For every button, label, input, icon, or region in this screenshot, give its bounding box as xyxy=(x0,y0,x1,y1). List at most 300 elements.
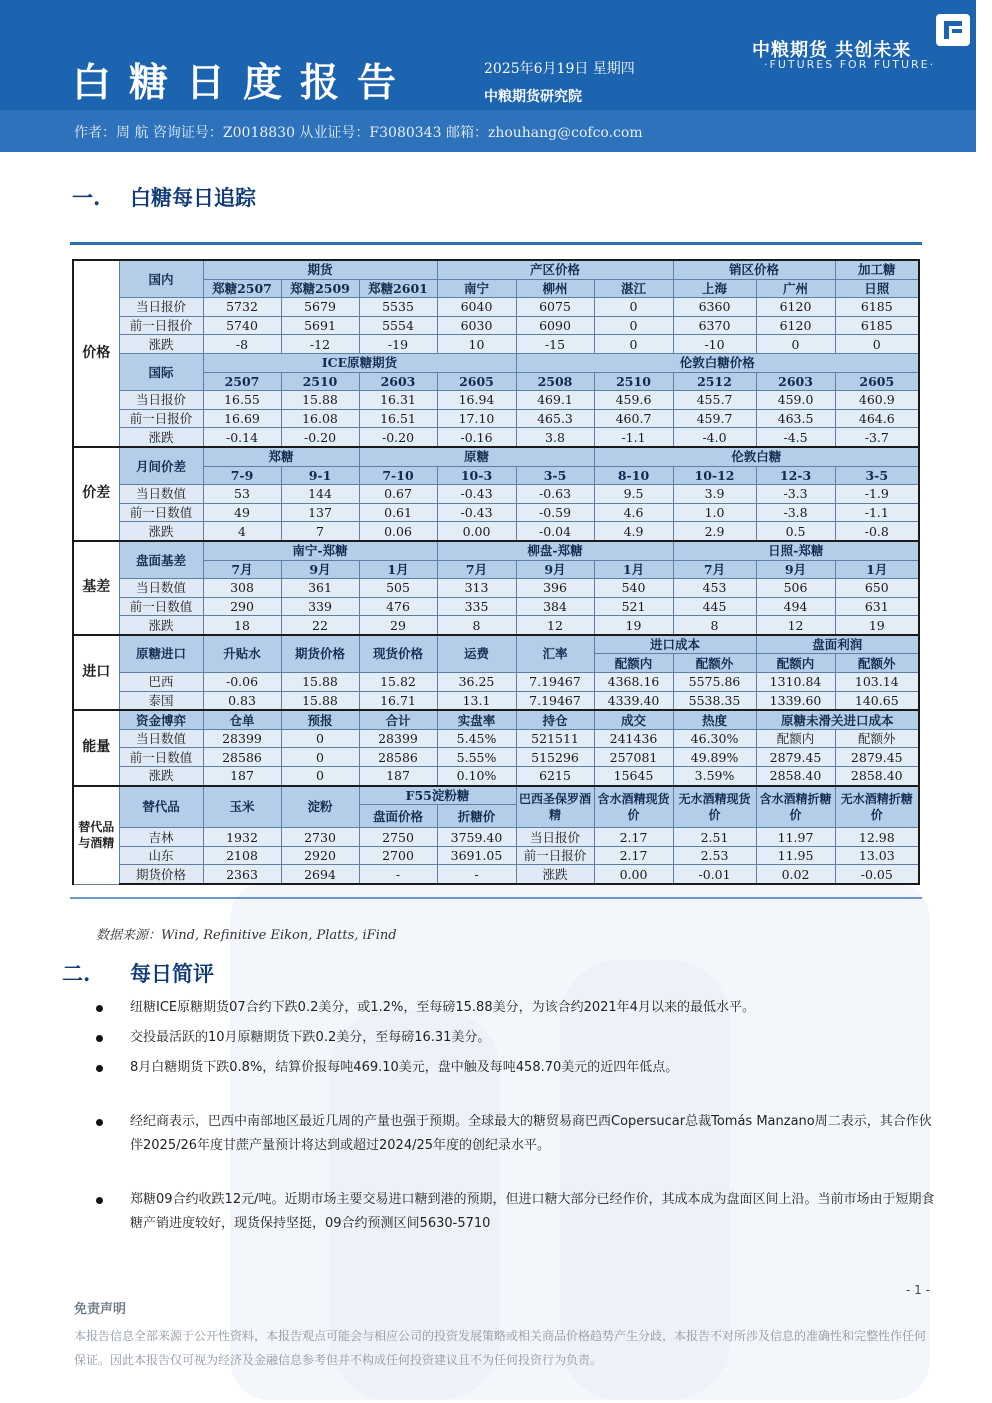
table-cell: 0.06 xyxy=(359,522,437,541)
table-cell: 140.65 xyxy=(835,691,919,710)
row-label: 泰国 xyxy=(119,691,203,710)
table-cell: 28399 xyxy=(203,729,281,748)
row-label: 涨跌 xyxy=(119,767,203,786)
table-cell: 476 xyxy=(359,597,437,616)
table-cell: 16.71 xyxy=(359,691,437,710)
table-cell: 11.95 xyxy=(756,846,835,865)
table-cell: 465.3 xyxy=(516,409,594,428)
row-label: 山东 xyxy=(119,846,203,865)
column-header: 2512 xyxy=(673,372,756,391)
table-cell: -1.9 xyxy=(835,485,919,504)
column-header: 1月 xyxy=(359,560,437,579)
column-header: 含水酒精折糖价 xyxy=(756,786,835,828)
table-cell: 0 xyxy=(835,335,919,354)
institute-name: 中粮期货研究院 xyxy=(484,89,582,105)
table-cell: 361 xyxy=(281,579,359,598)
column-group-header: 伦敦白糖价格 xyxy=(516,353,919,372)
table-cell: - xyxy=(359,865,437,884)
section-divider xyxy=(70,242,922,245)
row-group-label: 盘面基差 xyxy=(119,541,203,579)
list-item xyxy=(96,996,936,1020)
column-header: 2510 xyxy=(594,372,673,391)
table-cell: 2700 xyxy=(359,846,437,865)
table-cell: 1932 xyxy=(203,828,281,847)
row-label: 涨跌 xyxy=(119,616,203,635)
table-cell: 459.6 xyxy=(594,391,673,410)
data-source-note: 数据来源：Wind, Refinitive Eikon, Platts, iFind xyxy=(96,928,397,943)
column-header: 郑糖2601 xyxy=(359,279,437,298)
table-cell: 36.25 xyxy=(437,673,516,692)
row-group-label: 国际 xyxy=(119,353,203,390)
table-cell: 0.83 xyxy=(203,691,281,710)
row-label: 期货价格 xyxy=(119,865,203,884)
table-cell: 290 xyxy=(203,597,281,616)
table-cell: 339 xyxy=(281,597,359,616)
table-cell: 0 xyxy=(594,316,673,335)
column-header: 9月 xyxy=(281,560,359,579)
table-cell: 313 xyxy=(437,579,516,598)
table-cell: -10 xyxy=(673,335,756,354)
table-cell: -1.1 xyxy=(594,428,673,447)
table-cell: 2.17 xyxy=(594,828,673,847)
category-label: 能量 xyxy=(73,710,119,785)
table-cell: -0.59 xyxy=(516,503,594,522)
table-cell: 2920 xyxy=(281,846,359,865)
table-cell: 5538.35 xyxy=(673,691,756,710)
table-cell: -0.05 xyxy=(835,865,919,884)
table-cell: 241436 xyxy=(594,729,673,748)
table-cell: -0.63 xyxy=(516,485,594,504)
table-cell: 5740 xyxy=(203,316,281,335)
table-cell: 5679 xyxy=(281,298,359,317)
column-header: 汇率 xyxy=(516,635,594,673)
table-cell: 5732 xyxy=(203,298,281,317)
table-cell: 6360 xyxy=(673,298,756,317)
column-header: 巴西圣保罗酒精 xyxy=(516,786,594,828)
table-cell: -8 xyxy=(203,335,281,354)
table-cell: 6090 xyxy=(516,316,594,335)
row-label: 前一日数值 xyxy=(119,597,203,616)
table-cell: 18 xyxy=(203,616,281,635)
table-cell: 0 xyxy=(281,748,359,767)
table-cell: 187 xyxy=(203,767,281,786)
column-header: 9月 xyxy=(756,560,835,579)
table-cell: 28586 xyxy=(203,748,281,767)
table-cell: -0.14 xyxy=(203,428,281,447)
section-title: 每日简评 xyxy=(130,961,214,986)
table-cell: 0.67 xyxy=(359,485,437,504)
column-group-header: 伦敦白糖 xyxy=(594,447,919,466)
list-item xyxy=(96,1026,936,1050)
table-cell: 2858.40 xyxy=(756,767,835,786)
column-header: 配额内 xyxy=(594,654,673,673)
row-group-label: 资金博弈 xyxy=(119,710,203,729)
table-cell: 2730 xyxy=(281,828,359,847)
table-cell: 5535 xyxy=(359,298,437,317)
row-label: 前一日报价 xyxy=(119,316,203,335)
column-header: 1月 xyxy=(594,560,673,579)
column-header: 无水酒精折糖价 xyxy=(835,786,919,828)
table-cell: 8 xyxy=(437,616,516,635)
table-cell: 2108 xyxy=(203,846,281,865)
table-cell: 515296 xyxy=(516,748,594,767)
table-cell: 7.19467 xyxy=(516,673,594,692)
table-cell: 464.6 xyxy=(835,409,919,428)
table-cell: 494 xyxy=(756,597,835,616)
table-cell: -0.20 xyxy=(281,428,359,447)
table-cell: 3.8 xyxy=(516,428,594,447)
table-cell: 396 xyxy=(516,579,594,598)
row-label: 涨跌 xyxy=(119,428,203,447)
column-header: 2510 xyxy=(281,372,359,391)
column-header: 配额外 xyxy=(835,654,919,673)
column-header: 成交 xyxy=(594,710,673,729)
column-group-header: 进口成本 xyxy=(594,635,756,654)
column-header: 热度 xyxy=(673,710,756,729)
table-cell: -19 xyxy=(359,335,437,354)
column-header: 广州 xyxy=(756,279,835,298)
table-cell: - xyxy=(437,865,516,884)
author-info: 作者：周 航 咨询证号：Z0018830 从业证号：F3080343 邮箱：zhouhang@cofco.com xyxy=(74,125,643,141)
table-cell: 384 xyxy=(516,597,594,616)
table-cell: 28399 xyxy=(359,729,437,748)
table-cell: 15.88 xyxy=(281,691,359,710)
column-header: 7月 xyxy=(673,560,756,579)
table-cell: 6215 xyxy=(516,767,594,786)
section-divider xyxy=(70,897,922,899)
table-cell: 6040 xyxy=(437,298,516,317)
table-cell: 29 xyxy=(359,616,437,635)
table-cell: 0 xyxy=(594,335,673,354)
table-cell: 10 xyxy=(437,335,516,354)
column-header: 7-10 xyxy=(359,466,437,485)
column-header: 配额外 xyxy=(673,654,756,673)
column-group-header: ICE原糖期货 xyxy=(203,353,516,372)
bullet-icon xyxy=(96,1065,103,1072)
brand-name: 中粮期货 共创未来 xyxy=(752,40,912,61)
table-cell: 13.1 xyxy=(437,691,516,710)
table-cell: 配额外 xyxy=(835,729,919,748)
column-header: 郑糖2509 xyxy=(281,279,359,298)
column-header: 2507 xyxy=(203,372,281,391)
category-label: 价格 xyxy=(73,260,119,447)
table-cell: 5.45% xyxy=(437,729,516,748)
table-cell: -4.5 xyxy=(756,428,835,447)
table-cell: 19 xyxy=(835,616,919,635)
table-cell: 460.7 xyxy=(594,409,673,428)
table-cell: 0.02 xyxy=(756,865,835,884)
column-header: 无水酒精现货价 xyxy=(673,786,756,828)
table-cell: -0.8 xyxy=(835,522,919,541)
table-cell: 4368.16 xyxy=(594,673,673,692)
table-cell: 2363 xyxy=(203,865,281,884)
table-cell: 6030 xyxy=(437,316,516,335)
column-header: 持仓 xyxy=(516,710,594,729)
table-cell: -0.01 xyxy=(673,865,756,884)
table-cell: 0 xyxy=(594,298,673,317)
column-group-header: 销区价格 xyxy=(673,260,835,279)
table-cell: 49.89% xyxy=(673,748,756,767)
table-cell: 49 xyxy=(203,503,281,522)
column-group-header: 柳盘-郑糖 xyxy=(437,541,673,560)
column-header: 7-9 xyxy=(203,466,281,485)
column-header: 2508 xyxy=(516,372,594,391)
column-header: 2605 xyxy=(437,372,516,391)
table-cell: 455.7 xyxy=(673,391,756,410)
column-header: 玉米 xyxy=(203,786,281,828)
table-cell: 2858.40 xyxy=(835,767,919,786)
table-cell: 3.9 xyxy=(673,485,756,504)
category-label: 替代品与酒精 xyxy=(73,786,119,884)
table-cell: 5691 xyxy=(281,316,359,335)
table-cell: 13.03 xyxy=(835,846,919,865)
table-cell: 1310.84 xyxy=(756,673,835,692)
table-cell: 144 xyxy=(281,485,359,504)
table-cell: -0.16 xyxy=(437,428,516,447)
bullet-icon xyxy=(96,1119,103,1126)
column-header: 含水酒精现货价 xyxy=(594,786,673,828)
table-cell: -15 xyxy=(516,335,594,354)
disclaimer-body: 本报告信息全部来源于公开性资料，本报告观点可能会与相应公司的投资发展策略或相关商品价格趋势产生分歧，本报告不对所涉及信息的准确性和完整性作任何保证。因此本报告仅可视为经济及金融信息参考但并不构成任何投资建议且不为任何投资行为负责。 xyxy=(74,1329,927,1367)
bullet-icon xyxy=(96,1197,103,1204)
column-header: 实盘率 xyxy=(437,710,516,729)
column-header: 柳州 xyxy=(516,279,594,298)
table-cell: 521 xyxy=(594,597,673,616)
row-label: 涨跌 xyxy=(119,522,203,541)
table-cell: 2.17 xyxy=(594,846,673,865)
table-cell: 445 xyxy=(673,597,756,616)
row-label: 涨跌 xyxy=(516,865,594,884)
list-item-text: 交投最活跃的10月原糖期货下跌0.2美分，至每磅16.31美分。 xyxy=(130,1030,491,1045)
table-cell: 2879.45 xyxy=(756,748,835,767)
column-header: 配额内 xyxy=(756,654,835,673)
section-number: 二. xyxy=(62,961,91,986)
section-number: 一. xyxy=(72,185,101,210)
row-group-label: 替代品 xyxy=(119,786,203,828)
page-number: - 1 - xyxy=(906,1283,930,1297)
table-cell: 137 xyxy=(281,503,359,522)
row-label: 当日报价 xyxy=(119,391,203,410)
table-cell: 308 xyxy=(203,579,281,598)
section-heading xyxy=(62,958,214,988)
row-label: 当日数值 xyxy=(119,729,203,748)
table-cell: -4.0 xyxy=(673,428,756,447)
table-cell: 187 xyxy=(359,767,437,786)
list-item-text: 经纪商表示，巴西中南部地区最近几周的产量也强于预期。全球最大的糖贸易商巴西Copersucar总裁Tomás Manzano周二表示，其合作伙伴2025/26年度甘蔗产量预计将达到或超过2024/25年度的创纪录水平。 xyxy=(130,1114,932,1153)
table-cell: 7.19467 xyxy=(516,691,594,710)
table-cell: 2.53 xyxy=(673,846,756,865)
table-cell: -0.04 xyxy=(516,522,594,541)
table-cell: 521511 xyxy=(516,729,594,748)
table-cell: -0.43 xyxy=(437,503,516,522)
column-header: 南宁 xyxy=(437,279,516,298)
table-cell: 0.00 xyxy=(594,865,673,884)
column-header: 合计 xyxy=(359,710,437,729)
table-cell: -0.06 xyxy=(203,673,281,692)
table-cell: 650 xyxy=(835,579,919,598)
table-cell: 4 xyxy=(203,522,281,541)
bullet-icon xyxy=(96,1005,103,1012)
header-banner xyxy=(0,0,976,152)
table-cell: 配额内 xyxy=(756,729,835,748)
table-cell: 0.5 xyxy=(756,522,835,541)
table-cell: 17.10 xyxy=(437,409,516,428)
table-cell: 2879.45 xyxy=(835,748,919,767)
table-cell: 6120 xyxy=(756,298,835,317)
row-label: 涨跌 xyxy=(119,335,203,354)
table-cell: 3.59% xyxy=(673,767,756,786)
table-cell: 6120 xyxy=(756,316,835,335)
table-cell: 15645 xyxy=(594,767,673,786)
table-cell: 506 xyxy=(756,579,835,598)
cofco-logo-icon xyxy=(936,14,970,46)
section-heading xyxy=(72,182,256,212)
column-header: 9-1 xyxy=(281,466,359,485)
disclaimer-title: 免责声明 xyxy=(74,1302,127,1317)
commentary-list xyxy=(96,996,936,1236)
table-cell: -12 xyxy=(281,335,359,354)
column-header: 12-3 xyxy=(756,466,835,485)
table-cell: 7 xyxy=(281,522,359,541)
table-cell: 505 xyxy=(359,579,437,598)
category-label: 进口 xyxy=(73,635,119,710)
table-cell: 257081 xyxy=(594,748,673,767)
table-cell: 459.7 xyxy=(673,409,756,428)
column-header: 7月 xyxy=(437,560,516,579)
row-group-label: 原糖进口 xyxy=(119,635,203,673)
table-cell: 3691.05 xyxy=(437,846,516,865)
column-header: 运费 xyxy=(437,635,516,673)
bullet-icon xyxy=(96,1035,103,1042)
column-group-header: 原糖未滑关进口成本 xyxy=(756,710,919,729)
table-cell: 16.55 xyxy=(203,391,281,410)
column-header: 期货价格 xyxy=(281,635,359,673)
table-cell: 6370 xyxy=(673,316,756,335)
table-cell: 6185 xyxy=(835,298,919,317)
column-header: 淀粉 xyxy=(281,786,359,828)
table-cell: 16.31 xyxy=(359,391,437,410)
column-header: 8-10 xyxy=(594,466,673,485)
table-cell: 12 xyxy=(756,616,835,635)
column-header: 2603 xyxy=(756,372,835,391)
table-cell: 16.94 xyxy=(437,391,516,410)
table-cell: 5575.86 xyxy=(673,673,756,692)
column-header: 1月 xyxy=(835,560,919,579)
table-cell: 0 xyxy=(756,335,835,354)
column-group-header: 产区价格 xyxy=(437,260,673,279)
column-header: 盘面价格 xyxy=(359,805,437,828)
column-header: 升贴水 xyxy=(203,635,281,673)
column-header: 9月 xyxy=(516,560,594,579)
list-item xyxy=(96,1110,936,1158)
row-label: 前一日报价 xyxy=(119,409,203,428)
column-group-header: F55淀粉糖 xyxy=(359,786,516,805)
section-title: 白糖每日追踪 xyxy=(130,185,256,210)
table-cell: 4339.40 xyxy=(594,691,673,710)
table-cell: 46.30% xyxy=(673,729,756,748)
row-label: 当日报价 xyxy=(119,298,203,317)
table-cell: 2.51 xyxy=(673,828,756,847)
list-item xyxy=(96,1188,936,1236)
column-header: 3-5 xyxy=(835,466,919,485)
row-label: 前一日数值 xyxy=(119,748,203,767)
row-label: 吉林 xyxy=(119,828,203,847)
table-cell: 12 xyxy=(516,616,594,635)
column-header: 仓单 xyxy=(203,710,281,729)
row-label: 前一日数值 xyxy=(119,503,203,522)
table-cell: 16.08 xyxy=(281,409,359,428)
row-label: 当日数值 xyxy=(119,579,203,598)
table-cell: 16.69 xyxy=(203,409,281,428)
column-header: 10-12 xyxy=(673,466,756,485)
table-cell: 16.51 xyxy=(359,409,437,428)
table-cell: 0.61 xyxy=(359,503,437,522)
column-header: 7月 xyxy=(203,560,281,579)
table-cell: 459.0 xyxy=(756,391,835,410)
table-cell: 6075 xyxy=(516,298,594,317)
column-group-header: 南宁-郑糖 xyxy=(203,541,437,560)
row-label: 巴西 xyxy=(119,673,203,692)
table-cell: 0 xyxy=(281,767,359,786)
table-cell: 19 xyxy=(594,616,673,635)
table-cell: -3.7 xyxy=(835,428,919,447)
table-cell: 103.14 xyxy=(835,673,919,692)
table-cell: 463.5 xyxy=(756,409,835,428)
brand-slogan: ·FUTURES FOR FUTURE· xyxy=(764,58,936,71)
row-label: 前一日报价 xyxy=(516,846,594,865)
column-header: 郑糖2507 xyxy=(203,279,281,298)
category-label: 基差 xyxy=(73,541,119,635)
table-cell: 335 xyxy=(437,597,516,616)
table-cell: 9.5 xyxy=(594,485,673,504)
row-label: 当日数值 xyxy=(119,485,203,504)
table-cell: 540 xyxy=(594,579,673,598)
row-label: 当日报价 xyxy=(516,828,594,847)
column-header: 日照 xyxy=(835,279,919,298)
table-cell: 2.9 xyxy=(673,522,756,541)
sugar-data-table xyxy=(72,259,920,885)
table-cell: 12.98 xyxy=(835,828,919,847)
table-cell: 28586 xyxy=(359,748,437,767)
table-cell: 1339.60 xyxy=(756,691,835,710)
table-cell: 22 xyxy=(281,616,359,635)
column-header: 现货价格 xyxy=(359,635,437,673)
table-cell: -0.43 xyxy=(437,485,516,504)
column-header: 2603 xyxy=(359,372,437,391)
list-item-text: 纽糖ICE原糖期货07合约下跌0.2美分，或1.2%，至每磅15.88美分，为该合约2021年4月以来的最低水平。 xyxy=(130,1000,755,1015)
table-cell: 2694 xyxy=(281,865,359,884)
table-cell: 0.00 xyxy=(437,522,516,541)
row-group-label: 国内 xyxy=(119,260,203,298)
table-cell: 6185 xyxy=(835,316,919,335)
table-cell: -3.3 xyxy=(756,485,835,504)
column-header: 上海 xyxy=(673,279,756,298)
category-label: 价差 xyxy=(73,447,119,541)
column-group-header: 盘面利润 xyxy=(756,635,919,654)
report-date: 2025年6月19日 星期四 xyxy=(484,61,635,77)
table-cell: 15.88 xyxy=(281,391,359,410)
table-cell: 460.9 xyxy=(835,391,919,410)
table-cell: 53 xyxy=(203,485,281,504)
table-cell: 4.6 xyxy=(594,503,673,522)
table-cell: 0.10% xyxy=(437,767,516,786)
report-title: 白糖日度报告 xyxy=(72,60,415,106)
table-cell: -3.8 xyxy=(756,503,835,522)
table-cell: 5554 xyxy=(359,316,437,335)
table-cell: 1.0 xyxy=(673,503,756,522)
column-group-header: 加工糖 xyxy=(835,260,919,279)
column-header: 10-3 xyxy=(437,466,516,485)
